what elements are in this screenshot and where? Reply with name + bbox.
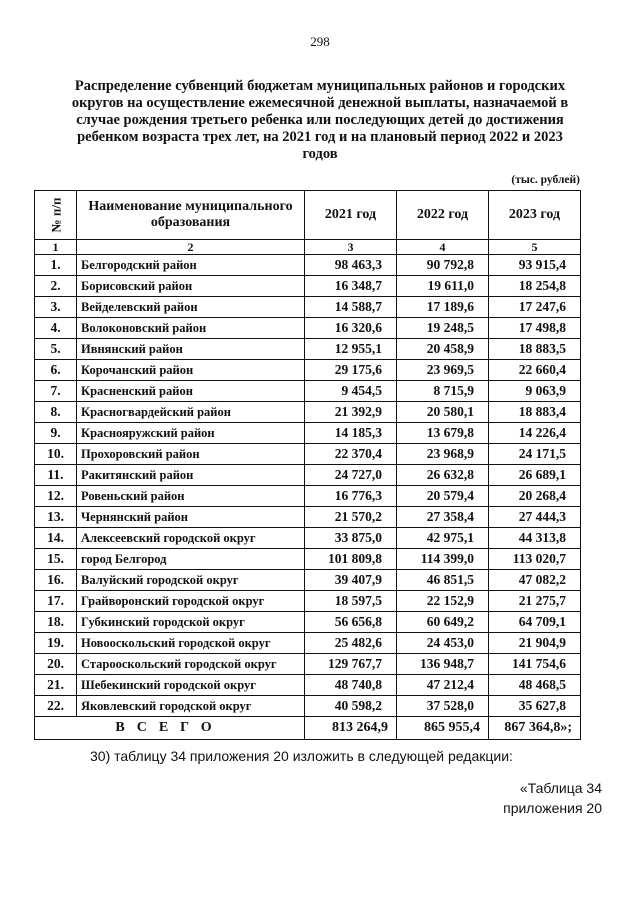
value-2022: 23 969,5	[397, 360, 489, 381]
value-2021: 14 588,7	[305, 297, 397, 318]
value-2022: 26 632,8	[397, 465, 489, 486]
row-name: Ровеньский район	[77, 486, 305, 507]
table-row	[35, 444, 581, 465]
value-2022: 90 792,8	[397, 255, 489, 276]
ref-line: «Таблица 34	[519, 780, 602, 796]
value-2021: 16 776,3	[305, 486, 397, 507]
value-2023: 93 915,4	[489, 255, 581, 276]
value-2022: 23 968,9	[397, 444, 489, 465]
value-2022: 37 528,0	[397, 696, 489, 717]
row-name: Чернянский район	[77, 507, 305, 528]
row-number: 19.	[35, 633, 77, 654]
value-2021: 12 955,1	[305, 339, 397, 360]
value-2021: 56 656,8	[305, 612, 397, 633]
total-2021: 813 264,9	[305, 717, 397, 740]
row-number: 15.	[35, 549, 77, 570]
table-row	[35, 612, 581, 633]
value-2022: 42 975,1	[397, 528, 489, 549]
value-2022: 22 152,9	[397, 591, 489, 612]
value-2023: 18 883,4	[489, 402, 581, 423]
value-2023: 18 254,8	[489, 276, 581, 297]
value-2023: 141 754,6	[489, 654, 581, 675]
row-name: Губкинский городской округ	[77, 612, 305, 633]
title-line: ребенком возраста трех лет, на 2021 год и на плановый период 2022 и 2023	[77, 129, 563, 145]
value-2022: 20 458,9	[397, 339, 489, 360]
row-name: Старооскольский городской округ	[77, 654, 305, 675]
title-line: годов	[302, 146, 338, 162]
table-row	[35, 381, 581, 402]
value-2021: 101 809,8	[305, 549, 397, 570]
value-2021: 98 463,3	[305, 255, 397, 276]
value-2022: 13 679,8	[397, 423, 489, 444]
value-2023: 47 082,2	[489, 570, 581, 591]
value-2021: 22 370,4	[305, 444, 397, 465]
row-name: Красногвардейский район	[77, 402, 305, 423]
row-name: Яковлевский городской округ	[77, 696, 305, 717]
row-number: 13.	[35, 507, 77, 528]
header-num: № п/п	[35, 191, 77, 240]
value-2023: 22 660,4	[489, 360, 581, 381]
value-2023: 17 247,6	[489, 297, 581, 318]
table-row	[35, 675, 581, 696]
row-number: 12.	[35, 486, 77, 507]
title-line: случае рождения третьего ребенка или последующих детей до достижения	[76, 112, 564, 128]
page-number: 298	[310, 34, 330, 49]
row-name: Краснояружский район	[77, 423, 305, 444]
row-name: Волоконовский район	[77, 318, 305, 339]
row-number: 9.	[35, 423, 77, 444]
table-row	[35, 486, 581, 507]
value-2022: 20 580,1	[397, 402, 489, 423]
header-2023: 2023 год	[489, 191, 581, 240]
value-2023: 24 171,5	[489, 444, 581, 465]
value-2023: 9 063,9	[489, 381, 581, 402]
value-2022: 8 715,9	[397, 381, 489, 402]
value-2021: 33 875,0	[305, 528, 397, 549]
row-number: 17.	[35, 591, 77, 612]
table-reference	[503, 778, 602, 818]
value-2022: 19 248,5	[397, 318, 489, 339]
title-line: округов на осуществление ежемесячной денежной выплаты, назначаемой в	[71, 95, 569, 111]
row-number: 4.	[35, 318, 77, 339]
table-row	[35, 423, 581, 444]
row-name: Красненский район	[77, 381, 305, 402]
value-2021: 24 727,0	[305, 465, 397, 486]
row-name: Ракитянский район	[77, 465, 305, 486]
table-row	[35, 696, 581, 717]
table-row	[35, 318, 581, 339]
row-name: Прохоровский район	[77, 444, 305, 465]
value-2023: 17 498,8	[489, 318, 581, 339]
value-2022: 27 358,4	[397, 507, 489, 528]
value-2023: 27 444,3	[489, 507, 581, 528]
table-body	[35, 255, 581, 717]
subvention-table	[34, 190, 581, 740]
row-number: 11.	[35, 465, 77, 486]
row-name: Белгородский район	[77, 255, 305, 276]
column-index: 1	[35, 240, 77, 255]
column-index: 4	[397, 240, 489, 255]
value-2023: 35 627,8	[489, 696, 581, 717]
value-2022: 60 649,2	[397, 612, 489, 633]
value-2023: 48 468,5	[489, 675, 581, 696]
table-row	[35, 633, 581, 654]
row-name: Шебекинский городской округ	[77, 675, 305, 696]
column-index: 5	[489, 240, 581, 255]
value-2021: 9 454,5	[305, 381, 397, 402]
value-2021: 25 482,6	[305, 633, 397, 654]
row-name: Ивнянский район	[77, 339, 305, 360]
header-name: Наименование муниципального образования	[77, 191, 305, 240]
table-row	[35, 507, 581, 528]
row-number: 1.	[35, 255, 77, 276]
table-row	[35, 339, 581, 360]
column-index: 2	[77, 240, 305, 255]
value-2021: 16 348,7	[305, 276, 397, 297]
table-row	[35, 360, 581, 381]
value-2023: 14 226,4	[489, 423, 581, 444]
value-2022: 47 212,4	[397, 675, 489, 696]
title-line: Распределение субвенций бюджетам муниципальных районов и городских	[74, 78, 566, 94]
value-2021: 39 407,9	[305, 570, 397, 591]
column-index: 3	[305, 240, 397, 255]
value-2022: 46 851,5	[397, 570, 489, 591]
row-number: 8.	[35, 402, 77, 423]
ref-line: приложения 20	[503, 800, 602, 816]
value-2023: 44 313,8	[489, 528, 581, 549]
table-row	[35, 465, 581, 486]
row-number: 16.	[35, 570, 77, 591]
row-name: Борисовский район	[77, 276, 305, 297]
value-2021: 16 320,6	[305, 318, 397, 339]
value-2023: 18 883,5	[489, 339, 581, 360]
table-row	[35, 297, 581, 318]
row-number: 5.	[35, 339, 77, 360]
value-2021: 29 175,6	[305, 360, 397, 381]
row-number: 6.	[35, 360, 77, 381]
value-2022: 20 579,4	[397, 486, 489, 507]
value-2023: 26 689,1	[489, 465, 581, 486]
value-2023: 64 709,1	[489, 612, 581, 633]
header-2021: 2021 год	[305, 191, 397, 240]
total-2022: 865 955,4	[397, 717, 489, 740]
table-row	[35, 591, 581, 612]
total-label: ВСЕГО	[35, 717, 305, 740]
row-number: 21.	[35, 675, 77, 696]
value-2022: 136 948,7	[397, 654, 489, 675]
row-name: город Белгород	[77, 549, 305, 570]
value-2021: 129 767,7	[305, 654, 397, 675]
table-row	[35, 528, 581, 549]
row-name: Корочанский район	[77, 360, 305, 381]
value-2023: 21 904,9	[489, 633, 581, 654]
value-2021: 40 598,2	[305, 696, 397, 717]
table-row	[35, 276, 581, 297]
column-index-row	[35, 240, 581, 255]
value-2023: 21 275,7	[489, 591, 581, 612]
row-number: 7.	[35, 381, 77, 402]
table-row	[35, 549, 581, 570]
row-number: 20.	[35, 654, 77, 675]
value-2023: 20 268,4	[489, 486, 581, 507]
row-number: 14.	[35, 528, 77, 549]
total-2023: 867 364,8»;	[489, 717, 581, 740]
table-row	[35, 570, 581, 591]
document-title	[40, 78, 600, 163]
value-2021: 21 392,9	[305, 402, 397, 423]
value-2021: 18 597,5	[305, 591, 397, 612]
row-number: 2.	[35, 276, 77, 297]
row-number: 18.	[35, 612, 77, 633]
row-number: 22.	[35, 696, 77, 717]
value-2023: 113 020,7	[489, 549, 581, 570]
row-name: Грайворонский городской округ	[77, 591, 305, 612]
value-2021: 48 740,8	[305, 675, 397, 696]
value-2022: 19 611,0	[397, 276, 489, 297]
value-2022: 17 189,6	[397, 297, 489, 318]
units-label: (тыс. рублей)	[511, 174, 580, 186]
row-number: 10.	[35, 444, 77, 465]
value-2022: 24 453,0	[397, 633, 489, 654]
value-2021: 14 185,3	[305, 423, 397, 444]
table-row	[35, 402, 581, 423]
row-number: 3.	[35, 297, 77, 318]
value-2022: 114 399,0	[397, 549, 489, 570]
table-row	[35, 255, 581, 276]
value-2021: 21 570,2	[305, 507, 397, 528]
row-name: Алексеевский городской округ	[77, 528, 305, 549]
total-row	[35, 717, 581, 740]
row-name: Вейделевский район	[77, 297, 305, 318]
row-name: Новооскольский городской округ	[77, 633, 305, 654]
table-header-row	[35, 191, 581, 240]
row-name: Валуйский городской округ	[77, 570, 305, 591]
amendment-note: 30) таблицу 34 приложения 20 изложить в следующей редакции:	[90, 748, 513, 764]
header-2022: 2022 год	[397, 191, 489, 240]
table-row	[35, 654, 581, 675]
